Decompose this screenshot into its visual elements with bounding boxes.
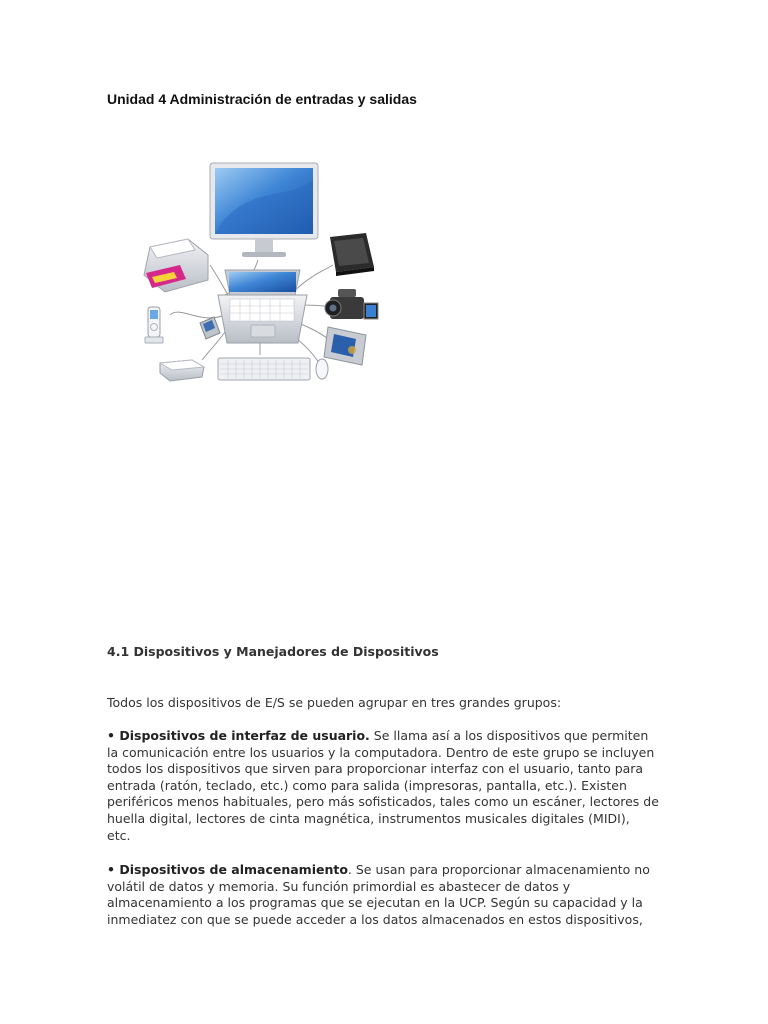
list-item-text: almacenamiento a los programas que se ejecutan en la UCP. Según su capacidad y la	[107, 895, 643, 911]
bullet: •	[107, 862, 120, 877]
list-item-text: volátil de datos y memoria. Su función primordial es abastecer de datos y	[107, 878, 571, 894]
external-drive-icon	[160, 360, 204, 381]
intro-text: Todos los dispositivos de E/S se pueden agrupar en tres grandes grupos:	[107, 695, 562, 710]
bullet: •	[107, 728, 120, 743]
list-item-storage-devices	[107, 862, 677, 928]
printer-icon	[144, 239, 208, 292]
digital-camera-icon	[324, 327, 366, 365]
list-item-first-line	[107, 862, 677, 879]
list-item-term: Dispositivos de interfaz de usuario.	[119, 728, 370, 743]
list-item-text: todos los dispositivos que sirven para proporcionar interfaz con el usuario, tanto para	[107, 761, 644, 777]
laptop-icon	[218, 270, 307, 343]
list-item-text: . Se usan para proporcionar almacenamiento no	[347, 862, 650, 877]
list-item-first-line	[107, 728, 677, 745]
media-player-icon	[145, 307, 163, 343]
intro-paragraph	[107, 695, 677, 712]
list-item-text: huella digital, lectores de cinta magnética, instrumentos musicales digitales (MIDI),	[107, 810, 630, 826]
list-item-text: inmediatez con que se puede acceder a los datos almacenados en estos dispositivos,	[107, 911, 643, 927]
section-heading: 4.1 Dispositivos y Manejadores de Dispositivos	[107, 644, 439, 659]
scanner-icon	[330, 233, 374, 276]
list-item-text: periféricos menos habituales, pero más sofisticados, tales como un escáner, lectores de	[107, 794, 659, 810]
monitor-icon	[210, 163, 318, 257]
pda-icon	[200, 317, 220, 339]
list-item-user-interface-devices	[107, 728, 677, 844]
computer-peripherals-illustration	[130, 155, 390, 390]
list-item-text: entrada (ratón, teclado, etc.) como para salida (impresoras, pantalla, etc.). Existen	[107, 777, 627, 793]
page-title: Unidad 4 Administración de entradas y salidas	[107, 91, 417, 107]
list-item-term: Dispositivos de almacenamiento	[119, 862, 348, 877]
camcorder-icon	[325, 289, 378, 319]
mouse-icon	[316, 359, 328, 379]
list-item-text: etc.	[107, 827, 131, 843]
keyboard-icon	[218, 358, 310, 380]
list-item-text: la comunicación entre los usuarios y la computadora. Dentro de este grupo se incluyen	[107, 744, 655, 760]
list-item-text: Se llama así a los dispositivos que permiten	[369, 728, 649, 743]
